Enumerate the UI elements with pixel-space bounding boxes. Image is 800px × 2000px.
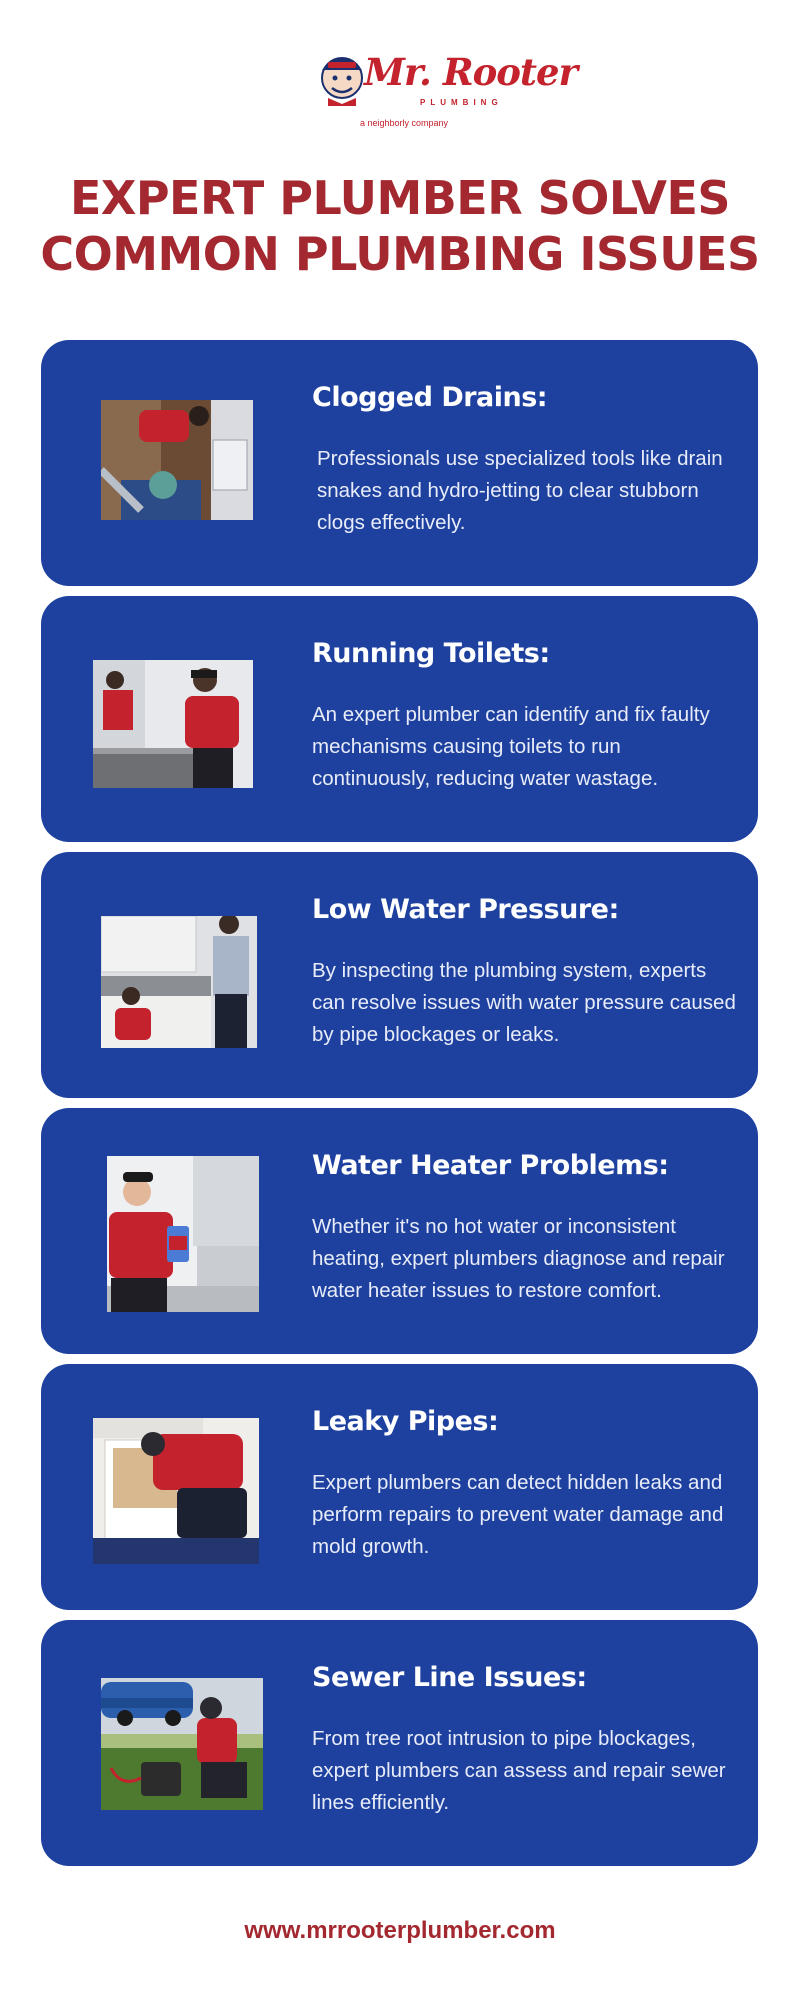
issue-card-title: Clogged Drains: bbox=[312, 382, 548, 413]
page-title bbox=[0, 170, 800, 282]
plumber-clearing-drain-photo bbox=[101, 400, 253, 520]
page-title-line-1: EXPERT PLUMBER SOLVES bbox=[69, 171, 731, 225]
issue-card-title: Leaky Pipes: bbox=[312, 1406, 499, 1437]
issue-card-text: Whether it's no hot water or inconsistent heating, expert plumbers diagnose and repair water heater issues to restore comfort. bbox=[312, 1215, 725, 1302]
issue-card-text: By inspecting the plumbing system, experts can resolve issues with water pressure caused by pipe blockages or leaks. bbox=[312, 959, 736, 1046]
plumber-sewer-camera-photo bbox=[101, 1678, 263, 1810]
issue-card-title: Sewer Line Issues: bbox=[312, 1662, 587, 1693]
plumber-under-sink-photo bbox=[93, 1418, 259, 1564]
issue-card-title: Running Toilets: bbox=[312, 638, 550, 669]
issue-card-text: From tree root intrusion to pipe blockages, expert plumbers can assess and repair sewer lines efficiently. bbox=[312, 1727, 726, 1814]
issue-card-running-toilets bbox=[41, 596, 758, 842]
issue-card-sewer-line-issues bbox=[41, 1620, 758, 1866]
issue-card-low-water-pressure bbox=[41, 852, 758, 1098]
issue-card-title: Water Heater Problems: bbox=[312, 1150, 669, 1181]
issue-card-text: Expert plumbers can detect hidden leaks and perform repairs to prevent water damage and mold growth. bbox=[312, 1471, 724, 1558]
issue-card-list bbox=[41, 340, 758, 1876]
brand-subline: PLUMBING bbox=[420, 98, 503, 107]
footer-website-link[interactable]: www.mrrooterplumber.com bbox=[244, 1917, 556, 1944]
issue-card-leaky-pipes bbox=[41, 1364, 758, 1610]
mascot-icon bbox=[318, 48, 366, 106]
plumber-bathroom-photo bbox=[93, 660, 253, 788]
issue-card-clogged-drains bbox=[41, 340, 758, 586]
brand-wordmark: Mr. Rooter bbox=[364, 50, 578, 94]
plumber-holding-product-photo bbox=[107, 1156, 259, 1312]
issue-card-text: An expert plumber can identify and fix faulty mechanisms causing toilets to run continuously, reducing water wastage. bbox=[312, 703, 710, 790]
brand-logo bbox=[318, 44, 578, 132]
plumber-with-homeowner-kitchen-photo bbox=[101, 916, 257, 1048]
issue-card-title: Low Water Pressure: bbox=[312, 894, 619, 925]
page-title-line-2: COMMON PLUMBING ISSUES bbox=[40, 227, 760, 281]
issue-card-text: Professionals use specialized tools like drain snakes and hydro-jetting to clear stubborn clogs effectively. bbox=[317, 447, 723, 534]
brand-tagline: a neighborly company bbox=[360, 118, 449, 128]
issue-card-water-heater-problems bbox=[41, 1108, 758, 1354]
